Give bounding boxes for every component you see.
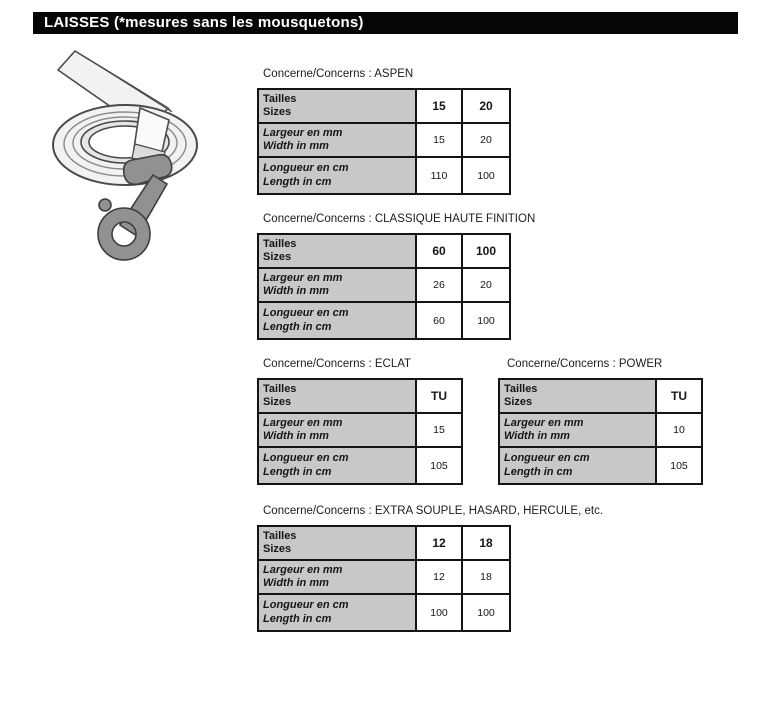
row-label-fr: Longueur en cm (263, 452, 349, 464)
row-label-fr: Longueur en cm (263, 307, 349, 319)
row-label-en: Width in mm (263, 140, 329, 152)
section-aspen (257, 68, 511, 195)
row-label-en: Length in cm (263, 320, 332, 333)
row-label-en: Sizes (263, 543, 292, 555)
row-header-length (499, 447, 656, 484)
row-label-en: Width in mm (263, 285, 329, 297)
page-title-bar (33, 12, 738, 34)
row-label-fr: Tailles (263, 237, 297, 250)
row-header-sizes (258, 379, 416, 413)
section-eclat (257, 358, 463, 485)
row-label-en: Sizes (263, 106, 292, 118)
row-header-width (258, 560, 416, 594)
table-caption: Concerne/Concerns : ASPEN (263, 68, 414, 80)
row-label-fr: Largeur en mm (263, 126, 343, 139)
row-label-en: Length in cm (263, 175, 332, 188)
size-value: 15 (416, 89, 462, 123)
section-power (498, 358, 703, 485)
row-header-sizes (258, 526, 416, 560)
row-label-fr: Largeur en mm (263, 271, 343, 284)
row-label-fr: Tailles (263, 382, 297, 395)
row-label-en: Sizes (263, 396, 292, 408)
size-value: 12 (416, 526, 462, 560)
page-title: LAISSES (*mesures sans les mousquetons) (44, 14, 364, 31)
row-header-sizes (499, 379, 656, 413)
size-value: 60 (416, 234, 462, 268)
size-value: TU (656, 379, 702, 413)
length-value: 100 (462, 302, 510, 339)
row-label-en: Width in mm (263, 430, 329, 442)
spec-table-power (498, 378, 703, 485)
spec-table-classique (257, 233, 511, 340)
width-value: 10 (656, 413, 702, 447)
table-caption: Concerne/Concerns : EXTRA SOUPLE, HASARD, HERCULE, etc. (263, 505, 604, 517)
row-label-fr: Tailles (263, 529, 297, 542)
length-value: 60 (416, 302, 462, 339)
size-value: TU (416, 379, 462, 413)
row-label-fr: Largeur en mm (263, 416, 343, 429)
width-value: 12 (416, 560, 462, 594)
section-extra-souple (257, 505, 603, 632)
row-label-en: Sizes (504, 396, 533, 408)
width-value: 15 (416, 413, 462, 447)
row-label-en: Sizes (263, 251, 292, 263)
section-classique (257, 213, 535, 340)
row-label-fr: Tailles (504, 382, 538, 395)
row-header-sizes (258, 234, 416, 268)
row-header-width (499, 413, 656, 447)
row-header-length (258, 447, 416, 484)
row-header-sizes (258, 89, 416, 123)
row-label-fr: Largeur en mm (504, 416, 584, 429)
spec-table-aspen (257, 88, 511, 195)
row-label-fr: Longueur en cm (263, 599, 349, 611)
row-label-fr: Longueur en cm (263, 162, 349, 174)
row-label-en: Length in cm (504, 465, 573, 478)
row-header-length (258, 157, 416, 194)
row-header-width (258, 413, 416, 447)
length-value: 105 (656, 447, 702, 484)
width-value: 26 (416, 268, 462, 302)
table-caption: Concerne/Concerns : ECLAT (263, 358, 412, 370)
row-header-length (258, 302, 416, 339)
width-value: 20 (462, 123, 510, 157)
table-caption: Concerne/Concerns : POWER (507, 358, 663, 370)
row-label-fr: Largeur en mm (263, 563, 343, 576)
row-label-en: Width in mm (504, 430, 570, 442)
length-value: 100 (462, 594, 510, 631)
row-label-en: Width in mm (263, 577, 329, 589)
row-header-width (258, 123, 416, 157)
row-label-en: Length in cm (263, 612, 332, 625)
length-value: 100 (416, 594, 462, 631)
width-value: 15 (416, 123, 462, 157)
length-value: 105 (416, 447, 462, 484)
leash-illustration (28, 48, 243, 268)
row-header-width (258, 268, 416, 302)
row-label-en: Length in cm (263, 465, 332, 478)
row-header-length (258, 594, 416, 631)
row-label-fr: Tailles (263, 92, 297, 105)
length-value: 110 (416, 157, 462, 194)
spec-table-eclat (257, 378, 463, 485)
width-value: 18 (462, 560, 510, 594)
size-value: 100 (462, 234, 510, 268)
size-value: 20 (462, 89, 510, 123)
row-label-fr: Longueur en cm (504, 452, 590, 464)
spec-table-extra-souple (257, 525, 511, 632)
width-value: 20 (462, 268, 510, 302)
table-caption: Concerne/Concerns : CLASSIQUE HAUTE FINITION (263, 213, 536, 225)
length-value: 100 (462, 157, 510, 194)
size-value: 18 (462, 526, 510, 560)
